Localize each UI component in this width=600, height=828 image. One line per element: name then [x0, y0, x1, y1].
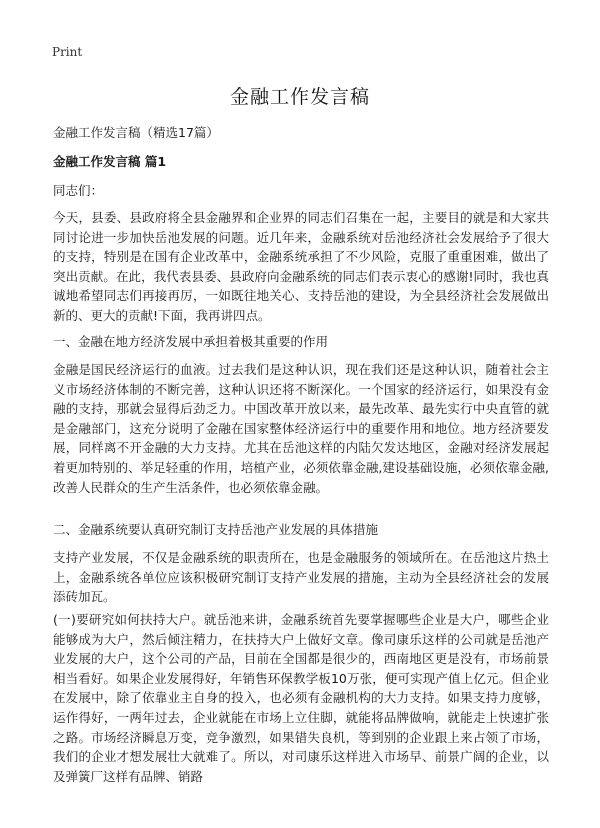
- section-heading: 金融工作发言稿 篇1: [53, 154, 167, 169]
- paragraph-support-large-firms: (一)要研究如何扶持大户。就岳池来讲，金融系统首先要掌握哪些企业是大户，哪些企业能够成为大户，然后倾注精力，在扶持大户上做好文章。像司康乐这样的公司就是岳池产业发展的大户，这个公司的产品，目前在全国都是很少的，西南地区更是没有，市场前景相当看好。如果企业发展得好，年销售环保教学板10万张，便可实现产值上亿元。但企业在发展中，除了依靠业主自身的投入，也必须有金融机构的大力支持。如果支持力度够，运作得好，一两年过去，企业就能在市场上立住脚，就能将品牌做响，就能走上快速扩张之路。市场经济瞬息万变，竞争激烈，如果错失良机，等到别的企业跟上来占领了市场，我们的企业才想发展壮大就难了。所以，对司康乐这样进入市场早、前景广阔的企业，以及弹簧厂这样有品牌、销路: [53, 612, 549, 784]
- greeting: 同志们：: [53, 183, 104, 198]
- print-label: Print: [52, 45, 83, 59]
- paragraph-finance-role: 金融是国民经济运行的血液。过去我们是这种认识，现在我们还是这种认识，随着社会主义市场经济体制的不断完善，这种认识还将不断深化。一个国家的经济运行，如果没有金融的支持，那就会显得后劲乏力。中国改革开放以来，最先改革、最先实行中央直管的就是金融部门，这充分说明了金融在国家整体经济运行中的重要作用和地位。地方经济要发展，同样离不开金融的大力支持。尤其在岳池这样的内陆欠发达地区，金融对经济发展起着更加特别的、举足轻重的作用，培植产业，必须依靠金融,建设基础设施，必须依靠金融,改善人民群众的生产生活条件，也必须依靠金融。: [53, 362, 549, 495]
- heading-point-one: 一、金融在地方经济发展中承担着极其重要的作用: [53, 334, 329, 349]
- paragraph-industry-support: 支持产业发展，不仅是金融系统的职责所在，也是金融服务的领域所在。在岳池这片热土上，金融系统各单位应该积极研究制订支持产业发展的措施，主动为全县经济社会的发展添砖加瓦。: [53, 550, 549, 605]
- paragraph-intro: 今天，县委、县政府将全县金融界和企业界的同志们召集在一起，主要目的就是和大家共同讨论进一步加快岳池发展的问题。近几年来，金融系统对岳池经济社会发展给予了很大的支持，特别是在国有企业改革中，金融系统承担了不少风险，克服了重重困难，做出了突出贡献。在此，我代表县委、县政府向金融系统的同志们表示衷心的感谢!同时，我也真诚地希望同志们再接再厉，一如既往地关心、支持岳池的建设，为全县经济社会发展做出新的、更大的贡献!下面，我再讲四点。: [53, 210, 549, 323]
- heading-point-two: 二、金融系统要认真研究制订支持岳池产业发展的具体措施: [53, 522, 379, 537]
- document-subtitle: 金融工作发言稿（精选17篇）: [53, 125, 219, 140]
- document-title: 金融工作发言稿: [229, 86, 370, 108]
